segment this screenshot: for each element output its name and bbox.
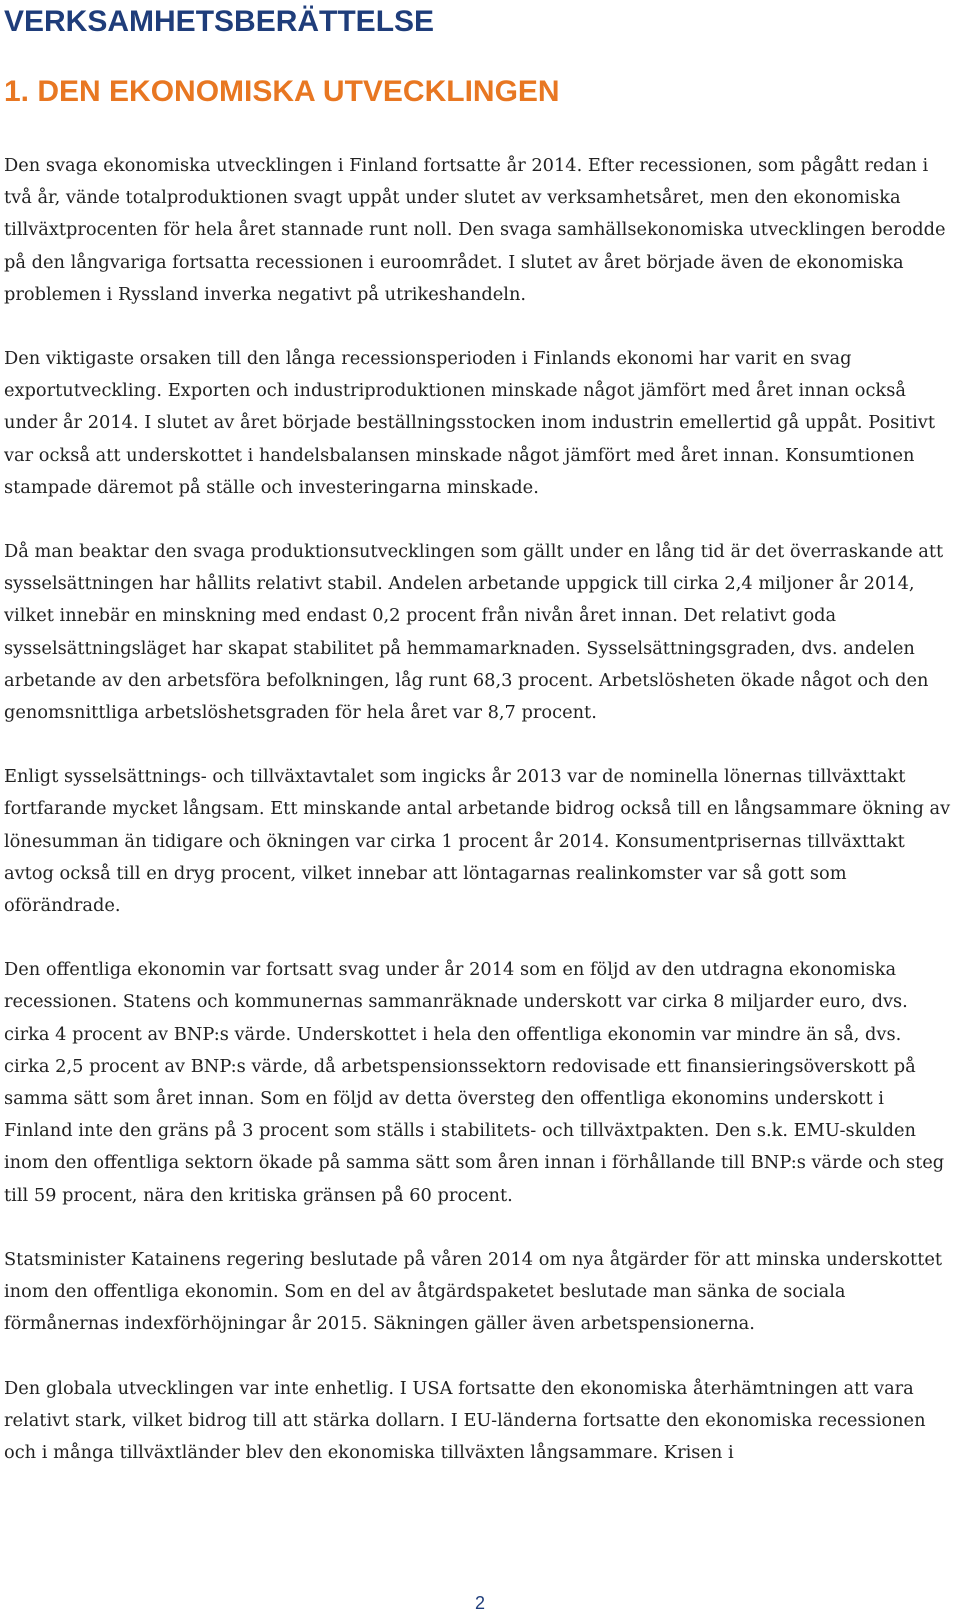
paragraph: Statsminister Katainens regering beslutade på våren 2014 om nya åtgärder för att minska underskottet inom den offentliga ekonomin. Som en del av åtgärdspaketet beslutade man sänka de sociala förmånernas indexförhöjningar år 2015. Säkningen gäller även arbetspensionerna. (4, 1248, 943, 1335)
paragraph: Den offentliga ekonomin var fortsatt svag under år 2014 som en följd av den utdragna ekonomiska recessionen. Statens och kommunernas sammanräknade underskott var cirka 8 miljarder euro, dvs. cirka 4 procent av BNP:s värde. Underskottet i hela den offentliga ekonomin var mindre än så, dvs. cirka 2,5 procent av BNP:s värde, då arbetspensionssektorn redovisade ett finansieringsöverskott på samma sätt som året innan. Som en följd av detta översteg den offentliga ekonomins underskott i Finland inte den gräns på 3 procent som ställs i stabilitets- och tillväxtpakten. Den s.k. EMU-skulden inom den offentliga sektorn ökade på samma sätt som åren innan i förhållande till BNP:s värde och steg till 59 procent, nära den kritiska gränsen på 60 procent. (4, 959, 945, 1206)
document-title: VERKSAMHETSBERÄTTELSE (4, 5, 435, 38)
paragraph: Enligt sysselsättnings- och tillväxtavtalet som ingicks år 2013 var de nominella lönernas tillväxttakt fortfarande mycket långsam. Ett minskande antal arbetande bidrog också till en långsammare ökning av lönesumman än tidigare och ökningen var cirka 1 procent år 2014. Konsumentprisernas tillväxttakt avtog också till en dryg procent, vilket innebar att löntagarnas realinkomster var så gott som oförändrade. (4, 766, 951, 917)
body-text (4, 150, 952, 1501)
paragraph: Den svaga ekonomiska utvecklingen i Finland fortsatte år 2014. Efter recessionen, som pågått redan i två år, vände totalproduktionen svagt uppåt under slutet av verksamhetsåret, men den ekonomiska tillväxtprocenten för hela året stannade runt noll. Den svaga samhällsekonomiska utvecklingen berodde på den långvariga fortsatta recessionen i euroområdet. I slutet av året började även de ekonomiska problemen i Ryssland inverka negativt på utrikeshandeln. (4, 155, 946, 305)
section-heading: 1. DEN EKONOMISKA UTVECKLINGEN (4, 75, 560, 108)
paragraph: Den viktigaste orsaken till den långa recessionsperioden i Finlands ekonomi har varit en svag exportutveckling. Exporten och industriproduktionen minskade något jämfört med året innan också under år 2014. I slutet av året började beställningsstocken inom industrin emellertid gå uppåt. Positivt var också att underskottet i handelsbalansen minskade något jämfört med året innan. Konsumtionen stampade däremot på ställe och investeringarna minskade. (4, 348, 935, 498)
paragraph: Då man beaktar den svaga produktionsutvecklingen som gällt under en lång tid är det överraskande att sysselsättningen har hållits relativt stabil. Andelen arbetande uppgick till cirka 2,4 miljoner år 2014, vilket innebär en minskning med endast 0,2 procent från nivån året innan. Det relativt goda sysselsättningsläget har skapat stabilitet på hemmamarknaden. Sysselsättningsgraden, dvs. andelen arbetande av den arbetsföra befolkningen, låg runt 68,3 procent. Arbetslösheten ökade något och den genomsnittliga arbetslöshetsgraden för hela året var 8,7 procent. (4, 541, 944, 724)
page-number: 2 (474, 1593, 485, 1613)
paragraph: Den globala utvecklingen var inte enhetlig. I USA fortsatte den ekonomiska återhämtningen att vara relativt stark, vilket bidrog till att stärka dollarn. I EU-länderna fortsatte den ekonomiska recessionen och i många tillväxtländer blev den ekonomiska tillväxten långsammare. Krisen i (4, 1377, 926, 1463)
